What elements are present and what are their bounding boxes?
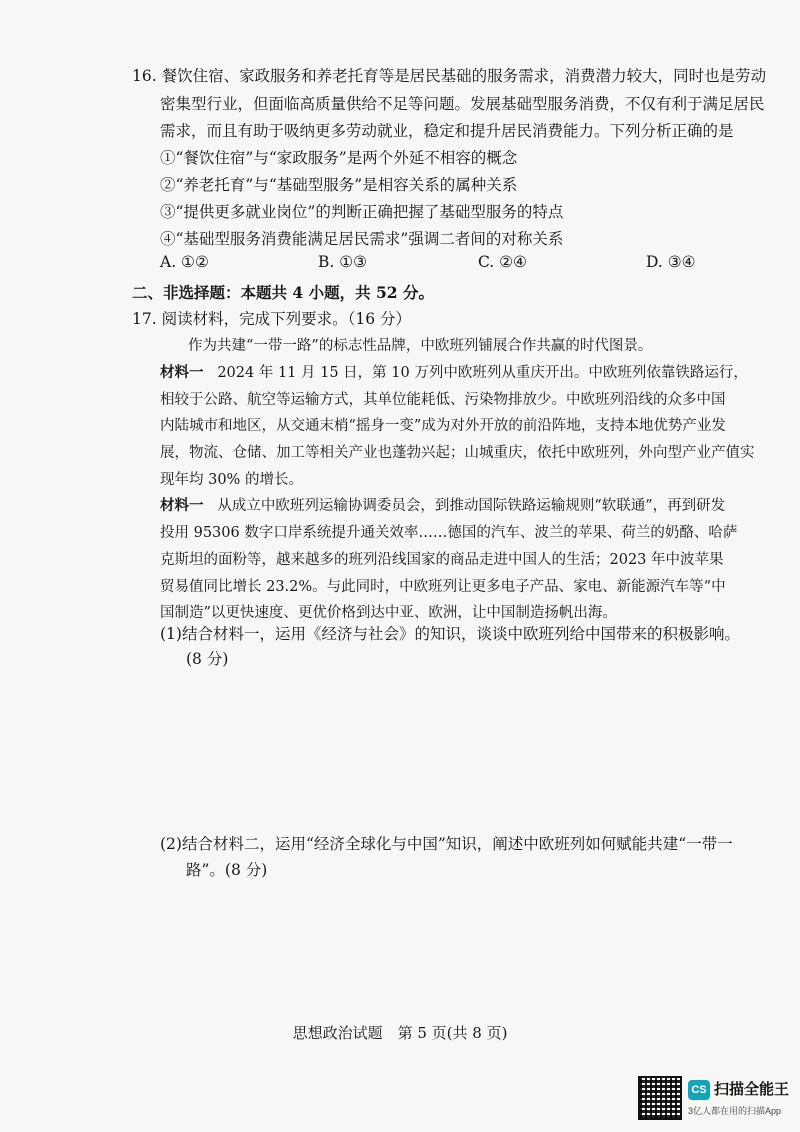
material-1-line-5: 现年均 30% 的增长。: [160, 472, 303, 488]
material-2-line-5: 国制造”以更快速度、更优价格到达中亚、欧洲，让中国制造扬帆出海。: [160, 605, 617, 621]
section-2-heading: 二、非选择题：本题共 4 小题，共 52 分。: [132, 283, 434, 302]
q16-statement-4: ④“基础型服务消费能满足居民需求”强调二者间的对称关系: [160, 230, 564, 248]
scanner-app-name: 扫描全能王: [714, 1081, 790, 1098]
q16-option-b: B. ①③: [318, 253, 368, 271]
q16-line-1: 16. 餐饮住宿、家政服务和养老托育等是居民基础的服务需求，消费潜力较大，同时也是劳动: [132, 67, 767, 85]
material-2-label: 材料一: [160, 497, 204, 514]
material-2-line-1: 从成立中欧班列运输协调委员会，到推动国际铁路运输规则“软联通”，再到研发: [217, 498, 726, 514]
answer-space-2[interactable]: [160, 892, 760, 1012]
q17-title: 17. 阅读材料，完成下列要求。（16 分）: [132, 310, 411, 328]
material-2-line-3: 克斯坦的面粉等，越来越多的班列沿线国家的商品走进中国人的生活；2023 年中波苹果: [160, 552, 724, 568]
q17-sub1-line-2: (8 分): [186, 650, 229, 668]
q17-sub2-line-2: 路”。(8 分): [186, 861, 268, 879]
q16-option-d: D. ③④: [646, 253, 696, 271]
q17-intro: 作为共建“一带一路”的标志性品牌，中欧班列铺展合作共赢的时代图景。: [188, 338, 653, 354]
material-2-line-2: 投用 95306 数字口岸系统提升通关效率……德国的汽车、波兰的苹果、荷兰的奶酪、哈萨: [160, 525, 738, 541]
material-1-line-3: 内陆城市和地区，从交通末梢“摇身一变”成为对外开放的前沿阵地，支持本地优势产业发: [160, 418, 726, 434]
q16-statement-3: ③“提供更多就业岗位”的判断正确把握了基础型服务的特点: [160, 203, 564, 221]
material-1-label: 材料一: [160, 364, 204, 381]
qr-code-icon: [638, 1076, 682, 1120]
q16-line-2: 密集型行业，但面临高质量供给不足等问题。发展基础型服务消费，不仅有利于满足居民: [160, 95, 765, 113]
scanner-watermark: [638, 1076, 798, 1124]
q16-statement-2: ②“养老托育”与“基础型服务”是相容关系的属种关系: [160, 176, 518, 194]
page-footer: 思想政治试题 第 5 页(共 8 页): [292, 1024, 508, 1042]
material-1: [160, 361, 748, 385]
material-2-line-4: 贸易值同比增长 23.2%。与此同时，中欧班列让更多电子产品、家电、新能源汽车等“中: [160, 579, 726, 595]
material-2: [160, 494, 725, 518]
answer-space-1[interactable]: [160, 680, 760, 820]
q16-option-c: C. ②④: [478, 253, 527, 271]
q17-sub2-line-1: (2)结合材料二，运用“经济全球化与中国”知识，阐述中欧班列如何赋能共建“一带一: [160, 835, 733, 853]
q16-statement-1: ①“餐饮住宿”与“家政服务”是两个外延不相容的概念: [160, 149, 518, 167]
q17-sub1-line-1: (1)结合材料一，运用《经济与社会》的知识，谈谈中欧班列给中国带来的积极影响。: [160, 625, 740, 643]
material-1-line-1: 2024 年 11 月 15 日，第 10 万列中欧班列从重庆开出。中欧班列依靠铁路运行，: [217, 365, 748, 381]
material-1-line-4: 展，物流、仓储、加工等相关产业也蓬勃兴起；山城重庆，依托中欧班列，外向型产业产值实: [160, 445, 755, 461]
camscanner-logo-icon: CS: [688, 1080, 710, 1100]
q16-option-a: A. ①②: [160, 253, 209, 271]
scanner-tagline: 3亿人都在用的扫描App: [688, 1106, 782, 1116]
material-1-line-2: 相较于公路、航空等运输方式，其单位能耗低、污染物排放少。中欧班列沿线的众多中国: [160, 392, 726, 408]
q16-line-3: 需求，而且有助于吸纳更多劳动就业，稳定和提升居民消费能力。下列分析正确的是: [160, 122, 734, 140]
